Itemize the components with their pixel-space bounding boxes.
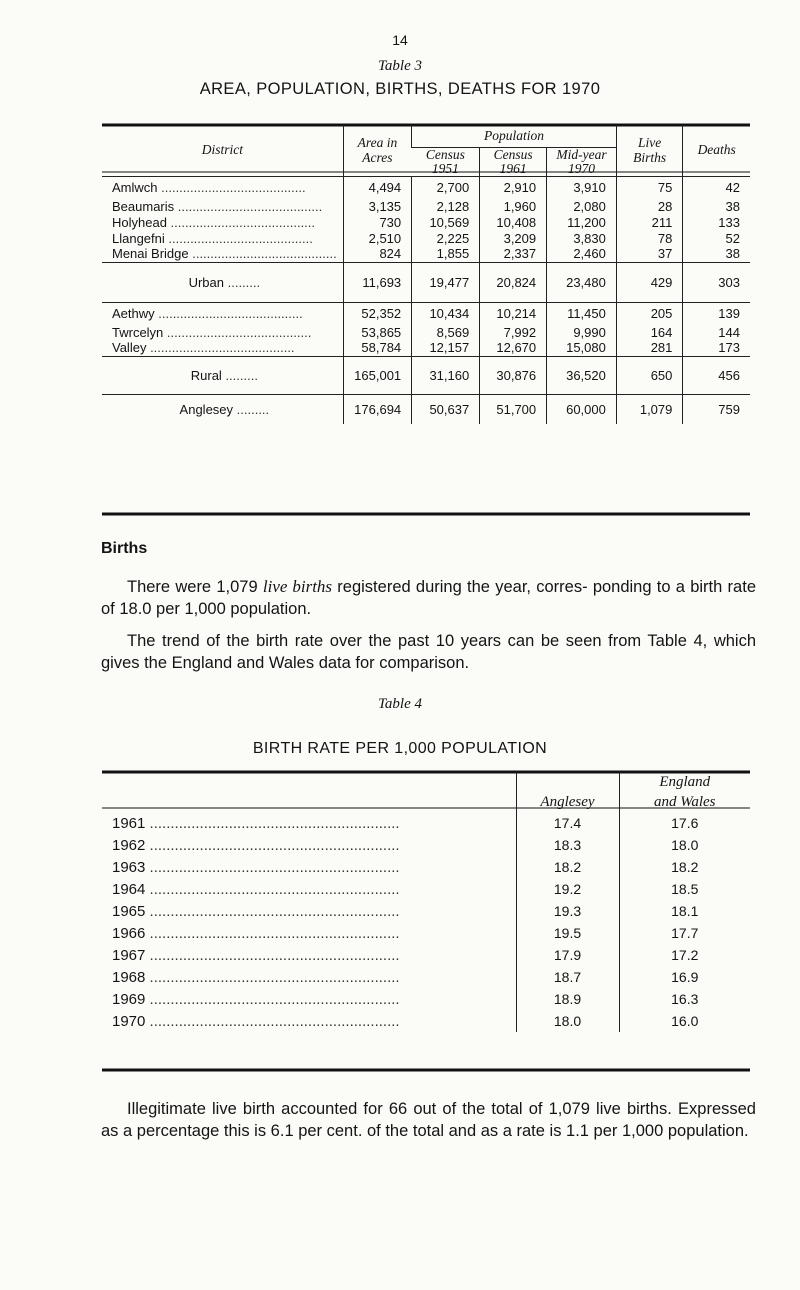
col-census1951-header: Census 1951 <box>425 146 465 176</box>
cell-area: 4,494 <box>343 176 411 198</box>
cell-c1951: 12,157 <box>412 340 480 356</box>
year-cell: 1970 ............................................................ <box>112 1012 400 1030</box>
col-population-header: Population <box>412 125 617 147</box>
birth-rate-row <box>102 878 750 900</box>
cell-births: 37 <box>616 246 683 262</box>
district-name: Llangefni ........................................ <box>112 230 313 246</box>
rate-anglesey: 18.7 <box>516 966 619 988</box>
cell-births: 650 <box>616 356 683 394</box>
rate-england: 18.0 <box>619 834 750 856</box>
year-label: 1968 <box>112 968 146 986</box>
page-number: 14 <box>392 32 408 48</box>
cell-c1951: 19,477 <box>412 262 480 302</box>
district-name: Menai Bridge ........................................ <box>112 246 337 262</box>
year-cell: 1961 ............................................................ <box>112 814 400 832</box>
birth-rate-row <box>102 922 750 944</box>
table4 <box>102 772 750 1032</box>
col-census1961-header: Census 1961 <box>480 147 547 176</box>
year-cell: 1967 ............................................................ <box>112 946 400 964</box>
cell-c1951: 10,434 <box>412 302 480 324</box>
district-label: Aethwy <box>112 305 155 321</box>
rate-england: 17.6 <box>619 812 750 834</box>
district-label: Beaumaris <box>112 198 175 214</box>
district-label: Holyhead <box>112 214 167 230</box>
rural-row <box>102 302 750 324</box>
cell-mid1970: 2,080 <box>547 198 617 214</box>
birth-rate-row <box>102 812 750 834</box>
rate-anglesey: 18.2 <box>516 856 619 878</box>
urban-row <box>102 230 750 246</box>
year-label: 1969 <box>112 990 146 1008</box>
rate-england: 18.2 <box>619 856 750 878</box>
cell-deaths: 38 <box>683 198 750 214</box>
cell-c1961: 51,700 <box>480 394 547 424</box>
cell-c1961: 12,670 <box>480 340 547 356</box>
birth-rate-row <box>102 944 750 966</box>
table4-body <box>102 812 750 1032</box>
urban-row <box>102 176 750 198</box>
district-name: Aethwy ........................................ <box>102 302 343 324</box>
birth-rate-row <box>102 900 750 922</box>
cell-births: 211 <box>616 214 683 230</box>
rate-anglesey: 18.0 <box>516 1010 619 1032</box>
col-district-header: District <box>201 142 243 158</box>
england-header-line1: England <box>659 774 711 790</box>
births-paragraph-2: The trend of the birth rate over the past 10 years can be seen from Table 4, which gives the England and Wales data for comparison. <box>101 632 756 672</box>
cell-c1951: 2,700 <box>412 176 480 198</box>
rate-england: 16.3 <box>619 988 750 1010</box>
cell-deaths: 173 <box>683 340 750 356</box>
year-cell: 1968 ............................................................ <box>112 968 400 986</box>
district-label: Anglesey <box>179 401 234 417</box>
rate-england: 17.7 <box>619 922 750 944</box>
table3-body <box>102 176 750 424</box>
births-paragraph-1 <box>101 576 756 620</box>
cell-area: 52,352 <box>343 302 411 324</box>
rural-row <box>102 324 750 340</box>
cell-births: 1,079 <box>616 394 683 424</box>
birth-rate-row <box>102 966 750 988</box>
district-label: Menai Bridge <box>112 246 189 262</box>
cell-c1951: 8,569 <box>412 324 480 340</box>
rate-anglesey: 17.4 <box>516 812 619 834</box>
cell-c1951: 10,569 <box>412 214 480 230</box>
year-label: 1963 <box>112 858 146 876</box>
col-midyear1970-header: Mid-year 1970 <box>547 147 617 176</box>
cell-c1961: 10,214 <box>480 302 547 324</box>
table4-caption: Table 4 <box>377 696 423 712</box>
cell-c1961: 20,824 <box>480 262 547 302</box>
year-label: 1966 <box>112 924 146 942</box>
cell-c1961: 2,337 <box>480 246 547 262</box>
year-label: 1962 <box>112 836 146 854</box>
col-anglesey-header: Anglesey <box>516 772 619 812</box>
cell-deaths: 52 <box>683 230 750 246</box>
table4-title: BIRTH RATE PER 1,000 POPULATION <box>252 740 548 757</box>
col-area-header <box>343 125 411 176</box>
area-header-text: Area in Acres <box>357 135 398 166</box>
rate-anglesey: 19.5 <box>516 922 619 944</box>
cell-deaths: 144 <box>683 324 750 340</box>
year-cell: 1966 ............................................................ <box>112 924 400 942</box>
district-name: Valley ........................................ <box>112 340 295 356</box>
district-name: Beaumaris ........................................ <box>112 198 323 214</box>
cell-births: 164 <box>616 324 683 340</box>
rate-england: 16.9 <box>619 966 750 988</box>
cell-c1951: 2,225 <box>412 230 480 246</box>
year-label: 1964 <box>112 880 146 898</box>
cell-area: 176,694 <box>343 394 411 424</box>
cell-area: 3,135 <box>343 198 411 214</box>
cell-area: 53,865 <box>343 324 411 340</box>
cell-deaths: 759 <box>683 394 750 424</box>
table4-empty-header <box>102 772 516 812</box>
year-cell: 1969 ............................................................ <box>112 990 400 1008</box>
birth-rate-row <box>102 988 750 1010</box>
cell-c1951: 2,128 <box>412 198 480 214</box>
rate-england: 16.0 <box>619 1010 750 1032</box>
urban-row <box>102 214 750 230</box>
cell-births: 28 <box>616 198 683 214</box>
rural-total-row <box>102 356 750 394</box>
col-live-births-header <box>616 125 683 176</box>
birth-rate-row <box>102 834 750 856</box>
cell-mid1970: 15,080 <box>547 340 617 356</box>
cell-mid1970: 3,830 <box>547 230 617 246</box>
live-births-header-text: Live Births <box>633 135 667 166</box>
para1-emphasis: live births <box>262 577 333 596</box>
illegitimate-paragraph: Illegitimate live birth accounted for 66 out of the total of 1,079 live births. Expressed as a percentage this is 6.1 per cent. of the total and as a rate is 1.1 per 1,000 population. <box>101 1100 756 1140</box>
urban-row <box>102 246 750 262</box>
cell-deaths: 38 <box>683 246 750 262</box>
england-header-line2: and Wales <box>653 794 716 810</box>
cell-births: 78 <box>616 230 683 246</box>
cell-births: 281 <box>616 340 683 356</box>
cell-c1951: 31,160 <box>412 356 480 394</box>
para1-text-b: registered during the year, corres- ponding to a birth rate of 18.0 per 1,000 population. <box>101 578 756 618</box>
year-cell: 1964 ............................................................ <box>112 880 400 898</box>
cell-mid1970: 2,460 <box>547 246 617 262</box>
cell-area: 58,784 <box>343 340 411 356</box>
cell-deaths: 133 <box>683 214 750 230</box>
year-cell: 1965 ............................................................ <box>112 902 400 920</box>
urban-total-row <box>102 262 750 302</box>
cell-area: 165,001 <box>343 356 411 394</box>
year-cell: 1963 ............................................................ <box>112 858 400 876</box>
district-name: Rural ......... <box>102 356 343 394</box>
table3-caption: Table 3 <box>377 58 423 74</box>
year-label: 1965 <box>112 902 146 920</box>
cell-births: 205 <box>616 302 683 324</box>
district-label: Valley <box>112 340 147 356</box>
cell-c1961: 30,876 <box>480 356 547 394</box>
district-label: Amlwch <box>112 179 158 195</box>
district-name: Anglesey ......... <box>102 394 343 424</box>
cell-mid1970: 3,910 <box>547 176 617 198</box>
district-name: Amlwch ........................................ <box>102 176 343 198</box>
rate-anglesey: 19.2 <box>516 878 619 900</box>
rate-england: 18.1 <box>619 900 750 922</box>
cell-c1961: 2,910 <box>480 176 547 198</box>
cell-c1961: 3,209 <box>480 230 547 246</box>
rate-england: 18.5 <box>619 878 750 900</box>
cell-mid1970: 60,000 <box>547 394 617 424</box>
cell-c1961: 10,408 <box>480 214 547 230</box>
cell-area: 730 <box>343 214 411 230</box>
cell-mid1970: 11,200 <box>547 214 617 230</box>
births-heading: Births <box>101 540 148 557</box>
cell-deaths: 42 <box>683 176 750 198</box>
rural-row <box>102 340 750 356</box>
urban-row <box>102 198 750 214</box>
cell-births: 429 <box>616 262 683 302</box>
year-label: 1967 <box>112 946 146 964</box>
rate-anglesey: 19.3 <box>516 900 619 922</box>
year-cell: 1962 ............................................................ <box>112 836 400 854</box>
col-deaths-header: Deaths <box>683 125 750 176</box>
district-label: Twrcelyn <box>112 324 164 340</box>
district-name: Twrcelyn ........................................ <box>112 324 312 340</box>
rate-england: 17.2 <box>619 944 750 966</box>
year-label: 1970 <box>112 1012 146 1030</box>
cell-mid1970: 23,480 <box>547 262 617 302</box>
year-label: 1961 <box>112 814 146 832</box>
rate-anglesey: 18.9 <box>516 988 619 1010</box>
cell-deaths: 139 <box>683 302 750 324</box>
col-england-wales-header <box>619 772 750 812</box>
para1-text-a: There were 1,079 <box>127 578 263 596</box>
rate-anglesey: 18.3 <box>516 834 619 856</box>
table3-title: AREA, POPULATION, BIRTHS, DEATHS FOR 1970 <box>199 80 601 98</box>
rate-anglesey: 17.9 <box>516 944 619 966</box>
cell-c1961: 7,992 <box>480 324 547 340</box>
birth-rate-row <box>102 1010 750 1032</box>
cell-births: 75 <box>616 176 683 198</box>
district-name: Holyhead ........................................ <box>112 214 316 230</box>
cell-mid1970: 11,450 <box>547 302 617 324</box>
cell-mid1970: 36,520 <box>547 356 617 394</box>
district-label: Rural <box>190 367 222 383</box>
district-name: Urban ......... <box>102 262 343 302</box>
table3 <box>102 125 750 424</box>
cell-c1951: 1,855 <box>412 246 480 262</box>
cell-c1951: 50,637 <box>412 394 480 424</box>
birth-rate-row <box>102 856 750 878</box>
cell-deaths: 456 <box>683 356 750 394</box>
cell-area: 11,693 <box>343 262 411 302</box>
cell-deaths: 303 <box>683 262 750 302</box>
district-label: Llangefni <box>112 230 165 246</box>
cell-mid1970: 9,990 <box>547 324 617 340</box>
cell-c1961: 1,960 <box>480 198 547 214</box>
cell-area: 824 <box>343 246 411 262</box>
cell-area: 2,510 <box>343 230 411 246</box>
district-label: Urban <box>188 274 224 290</box>
anglesey-total-row <box>102 394 750 424</box>
